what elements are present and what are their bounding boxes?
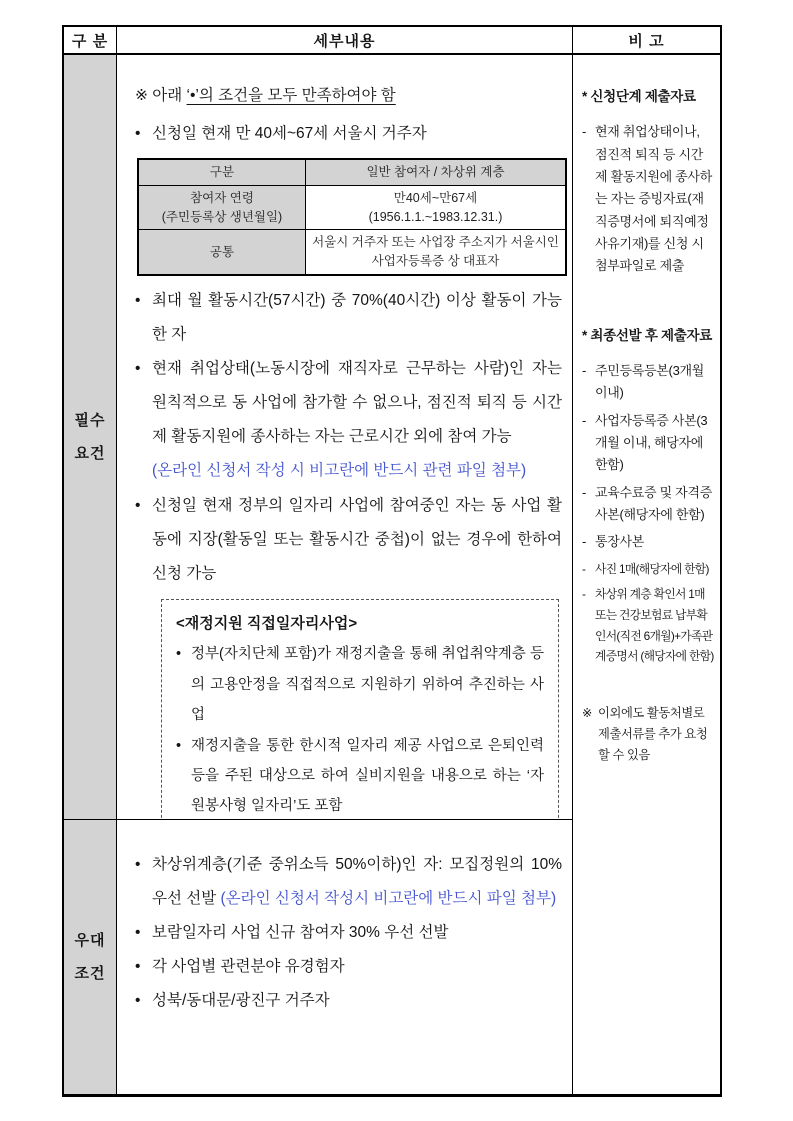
dash-icon: - [582, 124, 587, 140]
bullet-icon: • [176, 737, 182, 754]
attachment-note-blue: (온라인 신청서 작성시 비고란에 반드시 파일 첨부) [220, 890, 557, 908]
direct-jobs-definition-box [161, 599, 559, 820]
remarks-section1-title: * 신청단계 제출자료 [582, 89, 696, 104]
remarks-item: - 사진 1매(해당자에 한함) [582, 559, 714, 580]
row-label-preferred-line2: 조건 [74, 965, 106, 982]
required-bullet-gov-job: • 신청일 현재 정부의 일자리 사업에 참여중인 자는 동 사업 활동에 지장(활동일 또는 활동시간 중첩)이 없는 경우에 한하여 신청 가능 [135, 489, 562, 591]
note-mark-icon: ※ [582, 706, 592, 721]
preferred-bullet-residence: • 성북/동대문/광진구 거주자 [135, 984, 562, 1018]
dash-icon: - [582, 412, 587, 428]
bullet-icon: • [135, 125, 141, 143]
required-conditions-cell [117, 55, 573, 820]
required-intro-prefix: ※ 아래 [135, 87, 187, 104]
table-row [138, 230, 566, 275]
preferred-bullet-low-income: • 차상위계층(기준 중위소득 50%이하)인 자: 모집정원의 10% 우선 선발 (온라인 신청서 작성시 비고란에 반드시 파일 첨부) [135, 848, 562, 916]
bullet-icon: • [135, 360, 141, 378]
age-criteria-table [137, 158, 567, 276]
row-label-preferred-line1: 우대 [74, 932, 106, 949]
remarks-item: - 사업자등록증 사본(3개월 이내, 해당자에 한함) [582, 410, 714, 477]
row-label-required-line1: 필수 [74, 412, 106, 429]
criteria-age-label: 참여자 연령 (주민등록상 생년월일) [138, 185, 306, 230]
bullet-icon: • [135, 856, 141, 873]
table-row [138, 185, 566, 230]
remarks-item: - 주민등록등본(3개월 이내) [582, 360, 714, 405]
required-bullet-age: • 신청일 현재 만 40세~67세 서울시 거주자 [135, 117, 562, 151]
required-intro-underlined: ‘•’의 조건을 모두 만족하여야 함 [186, 87, 396, 104]
remarks-item: - 차상위 계층 확인서 1매 또는 건강보험료 납부확인서(직전 6개월)+가족관계증명서 (해당자에 한함) [582, 584, 714, 667]
remarks-item: - 통장사본 [582, 531, 714, 553]
bullet-icon: • [176, 646, 182, 663]
bullet-icon: • [135, 924, 141, 942]
bullet-icon: • [135, 496, 141, 514]
preferred-conditions-cell [117, 820, 573, 1094]
remarks-section1-item: - 현재 취업상태이나, 점진적 퇴직 등 시간제 활동지원에 종사하는 자는 증빙자료(재직증명서에 퇴직예정 사유기재)를 신청 시 첨부파일로 제출 [582, 121, 714, 278]
required-intro [135, 79, 562, 113]
remarks-item: - 교육수료증 및 자격증 사본(해당자에 한함) [582, 482, 714, 527]
definition-box-title: <재정지원 직접일자리사업> [176, 614, 358, 632]
remarks-section2-title: * 최종선발 후 제출자료 [582, 327, 712, 343]
table-row [138, 159, 566, 185]
dash-icon: - [582, 534, 587, 550]
column-header-details: 세부내용 [117, 27, 573, 55]
dash-icon: - [582, 362, 587, 378]
criteria-common-label: 공통 [138, 230, 306, 275]
column-header-remarks: 비 고 [573, 27, 720, 55]
bullet-icon: • [135, 291, 141, 309]
remarks-footnote: ※ 이외에도 활동처별로 제출서류를 추가 요청할 수 있음 [582, 703, 714, 766]
preferred-bullet-experience: • 각 사업별 관련분야 유경험자 [135, 950, 562, 984]
column-header-category: 구 분 [64, 27, 117, 55]
dash-icon: - [582, 484, 587, 500]
definition-box-bullet2: • 재정지출을 통한 한시적 일자리 제공 사업으로 은퇴인력 등을 주된 대상으로 하여 실비지원을 내용으로 하는 ‘자원봉사형 일자리’도 포함 [176, 731, 544, 820]
remarks-cell [573, 55, 720, 1094]
bullet-icon: • [135, 958, 141, 976]
criteria-header-value: 일반 참여자 / 차상위 계층 [306, 159, 567, 185]
required-bullet-employed: • 현재 취업상태(노동시장에 재직자로 근무하는 사람)인 자는 원칙적으로 동 사업에 참가할 수 없으나, 점진적 퇴직 등 시간제 활동지원에 종사하는 자는 근로시간 외에 참여 가능 (온라인 신청서 작성 시 비고란에 반드시 관련 파일 첨부) [135, 352, 562, 488]
preferred-bullet-new-participant: • 보람일자리 사업 신규 참여자 30% 우선 선발 [135, 916, 562, 950]
dash-icon: - [582, 587, 586, 602]
definition-box-bullet1: • 정부(자치단체 포함)가 재정지출을 통해 취업취약계층 등의 고용안정을 직접적으로 지원하기 위하여 추진하는 사업 [176, 639, 544, 730]
attachment-note-blue: (온라인 신청서 작성 시 비고란에 반드시 관련 파일 첨부) [152, 462, 527, 480]
row-label-preferred [64, 820, 117, 1094]
criteria-age-value: 만40세~만67세 (1956.1.1.~1983.12.31.) [306, 185, 567, 230]
criteria-header-label: 구분 [138, 159, 306, 185]
required-bullet-hours: • 최대 월 활동시간(57시간) 중 70%(40시간) 이상 활동이 가능한 자 [135, 284, 562, 352]
criteria-common-value: 서울시 거주자 또는 사업장 주소지가 서울시인 사업자등록증 상 대표자 [306, 230, 567, 275]
row-label-required-line2: 요건 [74, 445, 106, 462]
bullet-icon: • [135, 992, 141, 1010]
row-label-required [64, 55, 117, 820]
dash-icon: - [582, 561, 586, 576]
eligibility-table [62, 25, 722, 1097]
